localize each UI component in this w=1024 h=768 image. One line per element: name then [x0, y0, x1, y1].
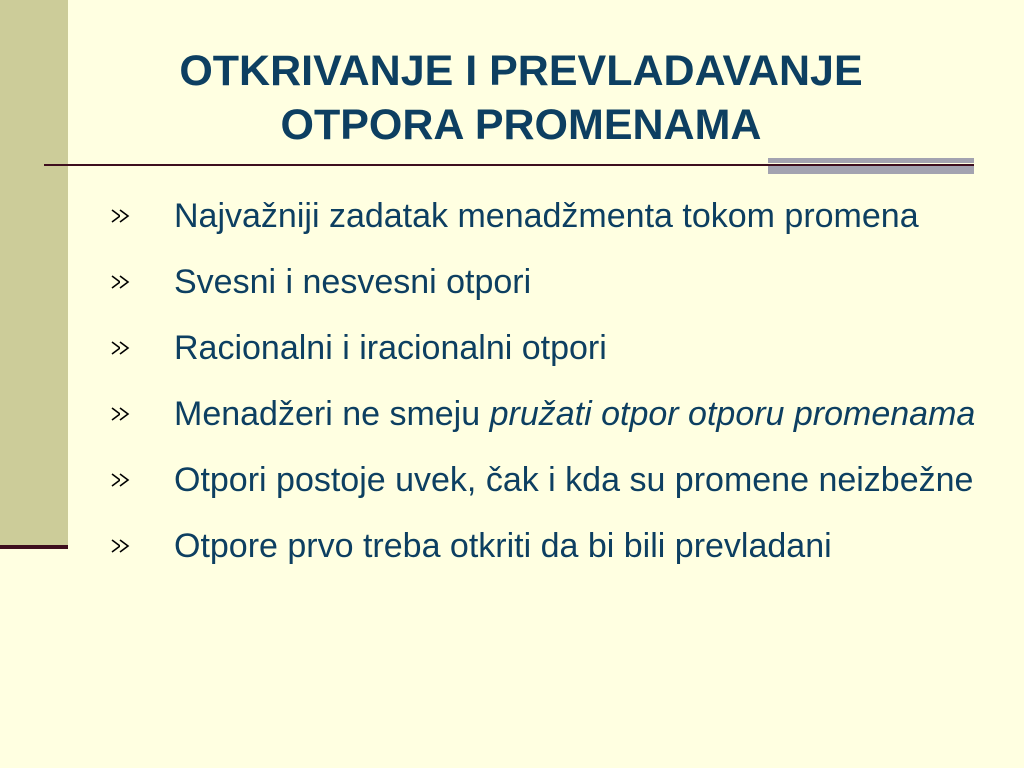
bullet-item [106, 320, 986, 377]
bullet-text: Racionalni i iracionalni otpori [174, 329, 607, 367]
bullet-item [106, 452, 986, 509]
slide-title-line-1: OTKRIVANJE I PREVLADAVANJE [179, 47, 863, 95]
bullet-text: Najvažniji zadatak menadžmenta tokom promena [174, 197, 919, 235]
slide-title [68, 44, 974, 152]
bullet-text: Otpori postoje uvek, čak i kda su promene neizbežne [174, 461, 974, 499]
arrow-chevron-icon [110, 472, 134, 488]
bullet-item [106, 254, 986, 311]
arrow-chevron-icon [110, 274, 134, 290]
accent-bar-top [768, 158, 974, 163]
accent-bar-bottom [768, 166, 974, 174]
arrow-chevron-icon [110, 406, 134, 422]
bullet-item [106, 518, 986, 575]
bullet-text-italic: pružati otpor otporu promenama [489, 395, 976, 433]
bullet-text [174, 395, 975, 433]
title-accent-bars [768, 158, 974, 174]
arrow-chevron-icon [110, 340, 134, 356]
bullet-item [106, 386, 986, 443]
bullet-text: Otpore prvo treba otkriti da bi bili prevladani [174, 527, 832, 565]
bullet-item [106, 188, 986, 245]
arrow-chevron-icon [110, 208, 134, 224]
left-side-bar-underline [0, 545, 68, 549]
bullet-list [106, 188, 986, 584]
bullet-text-plain: Menadžeri ne smeju [174, 395, 490, 433]
left-side-bar [0, 0, 68, 546]
arrow-chevron-icon [110, 538, 134, 554]
bullet-text: Svesni i nesvesni otpori [174, 263, 532, 301]
slide-title-line-2: OTPORA PROMENAMA [280, 101, 762, 149]
